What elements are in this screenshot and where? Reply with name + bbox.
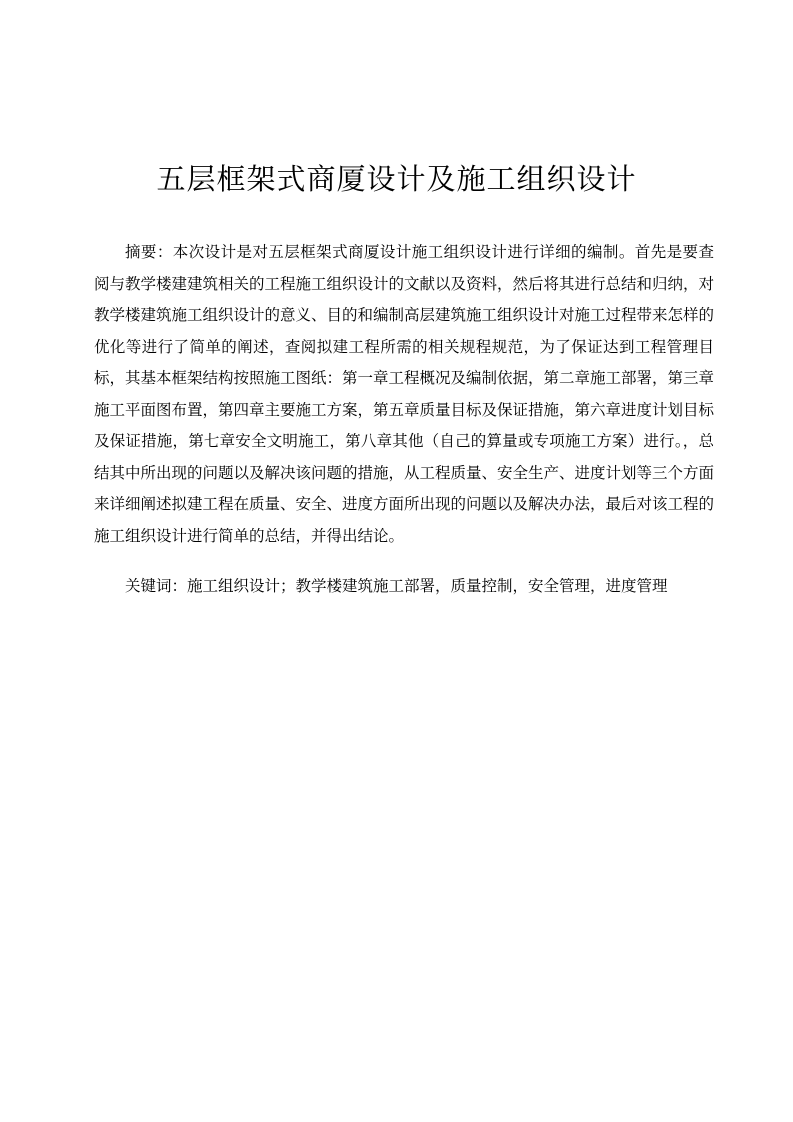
abstract-text: 本次设计是对五层框架式商厦设计施工组织设计进行详细的编制。首先是要查阅与教学楼建建筑相关的工程施工组织设计的文献以及资料，然后将其进行总结和归纳，对教学楼建筑施工组织设计的意义、目的和编制高层建筑施工组织设计对施工过程带来怎样的优化等进行了简单的阐述，查阅拟建工程所需的相关规程规范，为了保证达到工程管理目标，其基本框架结构按照施工图纸：第一章工程概况及编制依据，第二章施工部署，第三章施工平面图布置，第四章主要施工方案，第五章质量目标及保证措施，第六章进度计划目标及保证措施，第七章安全文明施工，第八章其他（自己的算量或专项施工方案）进行。，总结其中所出现的问题以及解决该问题的措施，从工程质量、安全生产、进度计划等三个方面来详细阐述拟建工程在质量、安全、进度方面所出现的问题以及解决办法，最后对该工程的施工组织设计进行简单的总结，并得出结论。 xyxy=(94,243,715,545)
abstract-label: 摘要： xyxy=(125,243,173,261)
keywords-text: 施工组织设计；教学楼建筑施工部署，质量控制，安全管理，进度管理 xyxy=(187,577,668,595)
abstract-paragraph xyxy=(94,237,714,552)
keywords-label: 关键词： xyxy=(125,577,188,595)
keywords-line xyxy=(125,571,725,602)
document-title: 五层框架式商厦设计及施工组织设计 xyxy=(156,162,637,196)
